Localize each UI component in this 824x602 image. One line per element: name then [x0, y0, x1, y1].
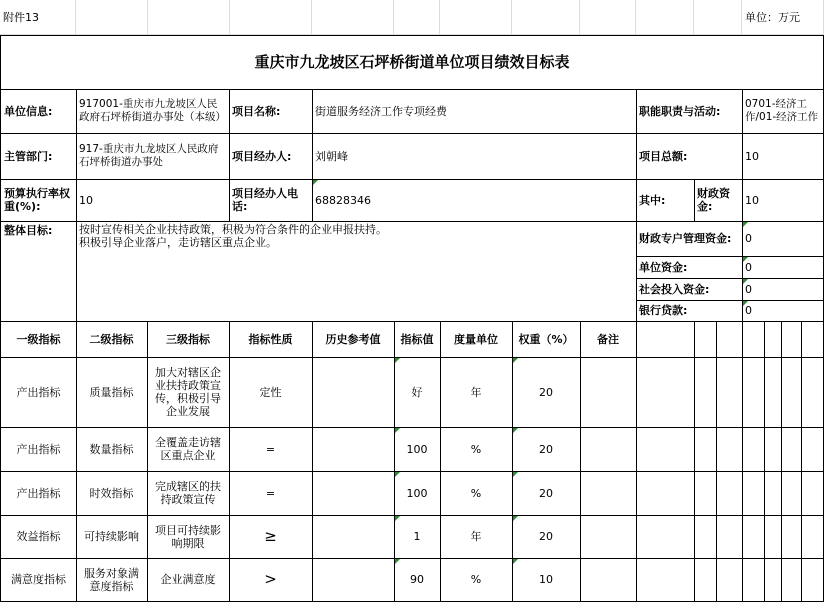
row4-history[interactable] — [312, 515, 395, 559]
page-title: 重庆市九龙坡区石坪桥街道单位项目绩效目标表 — [0, 35, 824, 90]
row1-weight[interactable] — [512, 357, 581, 428]
empty-cell[interactable] — [716, 558, 743, 602]
comment-marker-icon — [513, 559, 518, 564]
row1-history[interactable] — [312, 357, 395, 428]
header-nature: 指标性质 — [229, 321, 313, 358]
row2-history[interactable] — [312, 427, 395, 472]
empty-cell[interactable] — [636, 471, 695, 516]
empty-cell[interactable] — [781, 357, 802, 428]
bank-loan-label: 银行贷款: — [636, 300, 743, 322]
empty-cell[interactable] — [716, 471, 743, 516]
empty-cell[interactable] — [764, 558, 782, 602]
goal-value[interactable] — [76, 221, 637, 322]
bank-loan-text: 0 — [745, 304, 752, 317]
phone-label: 项目经办人电话: — [229, 179, 313, 222]
header-level2: 二级指标 — [76, 321, 148, 358]
empty-cell[interactable] — [716, 357, 743, 428]
row1-weight-text: 20 — [539, 385, 553, 399]
empty-cell[interactable] — [76, 0, 148, 35]
comment-marker-icon — [395, 516, 400, 521]
empty-cell[interactable] — [694, 357, 717, 428]
empty-cell[interactable] — [716, 515, 743, 559]
empty-cell[interactable] — [801, 558, 824, 602]
comment-marker-icon — [513, 516, 518, 521]
row4-nature[interactable]: ≥ — [229, 515, 313, 559]
comment-marker-icon — [395, 428, 400, 433]
comment-marker-icon — [743, 301, 748, 306]
empty-cell[interactable] — [764, 357, 782, 428]
row5-unit[interactable]: % — [440, 558, 513, 602]
row3-value-text: 100 — [406, 486, 428, 500]
row3-level3[interactable]: 完成辖区的扶持政策宣传 — [147, 471, 230, 516]
rate-label: 预算执行率权重(%): — [0, 179, 77, 222]
empty-cell[interactable] — [694, 558, 717, 602]
row5-level3[interactable]: 企业满意度 — [147, 558, 230, 602]
row4-value-text: 1 — [413, 530, 421, 543]
empty-cell[interactable] — [764, 427, 782, 472]
row5-weight[interactable] — [512, 558, 581, 602]
empty-cell[interactable] — [764, 515, 782, 559]
phone-value[interactable] — [312, 179, 637, 222]
unit-fund-text: 0 — [745, 260, 752, 274]
special-fund-label: 财政专户管理资金: — [636, 221, 743, 257]
comment-marker-icon — [743, 279, 748, 284]
row4-level3[interactable]: 项目可持续影响期限 — [147, 515, 230, 559]
among-label: 其中: — [636, 179, 695, 222]
empty-cell[interactable] — [781, 427, 802, 472]
unit-fund-value[interactable] — [742, 256, 824, 279]
project-name-value[interactable]: 街道服务经济工作专项经费 — [312, 89, 637, 134]
comment-marker-icon — [513, 358, 518, 363]
row1-value[interactable] — [394, 357, 441, 428]
goal-line-2: 积极引导企业落户，走访辖区重点企业。 — [79, 236, 277, 249]
empty-cell[interactable] — [230, 0, 312, 35]
rate-value[interactable]: 10 — [76, 179, 230, 222]
empty-cell[interactable] — [742, 427, 765, 472]
social-fund-value[interactable] — [742, 278, 824, 301]
unit-fund-label: 单位资金: — [636, 256, 743, 279]
row5-level1[interactable]: 满意度指标 — [0, 558, 77, 602]
unit-info-label: 单位信息: — [0, 89, 77, 134]
row2-level3[interactable]: 全覆盖走访辖区重点企业 — [147, 427, 230, 472]
row2-level1[interactable]: 产出指标 — [0, 427, 77, 472]
social-fund-text: 0 — [745, 282, 752, 296]
empty-cell[interactable] — [781, 321, 802, 358]
empty-cell[interactable] — [636, 321, 695, 358]
row4-weight[interactable] — [512, 515, 581, 559]
empty-cell[interactable] — [636, 0, 694, 35]
special-fund-text: 0 — [745, 232, 752, 245]
row3-level1[interactable]: 产出指标 — [0, 471, 77, 516]
row4-level2[interactable]: 可持续影响 — [76, 515, 148, 559]
row5-note[interactable] — [580, 558, 637, 602]
header-level3: 三级指标 — [147, 321, 230, 358]
unit-label: 单位：万元 — [742, 0, 824, 35]
bank-loan-value[interactable] — [742, 300, 824, 322]
comment-marker-icon — [395, 472, 400, 477]
empty-cell[interactable] — [742, 357, 765, 428]
row1-unit[interactable]: 年 — [440, 357, 513, 428]
manager-value[interactable]: 刘朝峰 — [312, 133, 637, 180]
department-label: 主管部门: — [0, 133, 77, 180]
row5-weight-text: 10 — [539, 573, 553, 586]
row3-history[interactable] — [312, 471, 395, 516]
empty-cell[interactable] — [636, 515, 695, 559]
comment-marker-icon — [313, 180, 318, 185]
row3-note[interactable] — [580, 471, 637, 516]
row3-weight-text: 20 — [539, 486, 553, 500]
phone-text: 68828346 — [315, 193, 371, 207]
comment-marker-icon — [743, 257, 748, 262]
comment-marker-icon — [513, 428, 518, 433]
department-value[interactable]: 917-重庆市九龙坡区人民政府石坪桥街道办事处 — [76, 133, 230, 180]
row1-note[interactable] — [580, 357, 637, 428]
empty-cell[interactable] — [742, 471, 765, 516]
header-level1: 一级指标 — [0, 321, 77, 358]
row1-value-text: 好 — [411, 385, 423, 399]
empty-cell[interactable] — [801, 515, 824, 559]
fiscal-value[interactable]: 10 — [742, 179, 824, 222]
row3-unit[interactable]: % — [440, 471, 513, 516]
empty-cell[interactable] — [716, 427, 743, 472]
empty-cell[interactable] — [801, 357, 824, 428]
empty-cell[interactable] — [694, 471, 717, 516]
row4-weight-text: 20 — [539, 530, 553, 543]
row4-note[interactable] — [580, 515, 637, 559]
row4-unit[interactable]: 年 — [440, 515, 513, 559]
header-value: 指标值 — [394, 321, 441, 358]
header-note: 备注 — [580, 321, 637, 358]
header-unit: 度量单位 — [440, 321, 513, 358]
comment-marker-icon — [395, 559, 400, 564]
row4-value[interactable] — [394, 515, 441, 559]
row2-weight-text: 20 — [539, 442, 553, 456]
empty-cell[interactable] — [801, 427, 824, 472]
row2-unit[interactable]: % — [440, 427, 513, 472]
empty-cell[interactable] — [394, 0, 440, 35]
empty-cell[interactable] — [694, 515, 717, 559]
empty-cell[interactable] — [716, 321, 743, 358]
row5-level2[interactable]: 服务对象满意度指标 — [76, 558, 148, 602]
empty-cell[interactable] — [781, 558, 802, 602]
unit-info-value[interactable]: 917001-重庆市九龙坡区人民政府石坪桥街道办事处（本级） — [76, 89, 230, 134]
row2-note[interactable] — [580, 427, 637, 472]
project-name-label: 项目名称: — [229, 89, 313, 134]
empty-cell[interactable] — [764, 471, 782, 516]
fiscal-label: 财政资金: — [694, 179, 743, 222]
empty-cell[interactable] — [636, 357, 695, 428]
row4-level1[interactable]: 效益指标 — [0, 515, 77, 559]
empty-cell[interactable] — [742, 558, 765, 602]
total-label: 项目总额: — [636, 133, 743, 180]
empty-cell[interactable] — [781, 471, 802, 516]
empty-cell[interactable] — [742, 515, 765, 559]
row3-level2[interactable]: 时效指标 — [76, 471, 148, 516]
attachment-label: 附件13 — [0, 0, 76, 35]
empty-cell[interactable] — [781, 515, 802, 559]
row2-value-text: 100 — [406, 442, 428, 456]
row2-value[interactable] — [394, 427, 441, 472]
empty-cell[interactable] — [694, 0, 742, 35]
duty-value[interactable]: 0701-经济工作/01-经济工作 — [742, 89, 824, 134]
row3-weight[interactable] — [512, 471, 581, 516]
comment-marker-icon — [395, 358, 400, 363]
goal-line-1: 按时宣传相关企业扶持政策，积极为符合条件的企业申报扶持。 — [79, 223, 387, 236]
empty-cell[interactable] — [742, 321, 765, 358]
row2-weight[interactable] — [512, 427, 581, 472]
row1-level1[interactable]: 产出指标 — [0, 357, 77, 428]
empty-cell[interactable] — [694, 321, 717, 358]
special-fund-value[interactable] — [742, 221, 824, 257]
empty-cell[interactable] — [764, 321, 782, 358]
goal-label: 整体目标: — [0, 221, 77, 322]
row5-history[interactable] — [312, 558, 395, 602]
empty-cell[interactable] — [801, 471, 824, 516]
duty-label: 职能职责与活动: — [636, 89, 743, 134]
empty-cell[interactable] — [801, 321, 824, 358]
comment-marker-icon — [513, 472, 518, 477]
empty-cell[interactable] — [440, 0, 512, 35]
empty-cell[interactable] — [148, 0, 230, 35]
total-value[interactable]: 10 — [742, 133, 824, 180]
row1-level3[interactable]: 加大对辖区企业扶持政策宣传，积极引导企业发展 — [147, 357, 230, 428]
row1-level2[interactable]: 质量指标 — [76, 357, 148, 428]
row5-value-text: 90 — [410, 573, 424, 586]
row2-level2[interactable]: 数量指标 — [76, 427, 148, 472]
row3-value[interactable] — [394, 471, 441, 516]
comment-marker-icon — [743, 222, 748, 227]
empty-cell[interactable] — [636, 427, 695, 472]
manager-label: 项目经办人: — [229, 133, 313, 180]
empty-cell[interactable] — [312, 0, 394, 35]
empty-cell[interactable] — [636, 558, 695, 602]
header-weight: 权重（%） — [512, 321, 581, 358]
empty-cell[interactable] — [512, 0, 580, 35]
empty-cell[interactable] — [580, 0, 636, 35]
row5-value[interactable] — [394, 558, 441, 602]
social-fund-label: 社会投入资金: — [636, 278, 743, 301]
empty-cell[interactable] — [694, 427, 717, 472]
row2-nature[interactable]: = — [229, 427, 313, 472]
row1-nature[interactable]: 定性 — [229, 357, 313, 428]
header-history: 历史参考值 — [312, 321, 395, 358]
row3-nature[interactable]: = — [229, 471, 313, 516]
row5-nature[interactable]: > — [229, 558, 313, 602]
